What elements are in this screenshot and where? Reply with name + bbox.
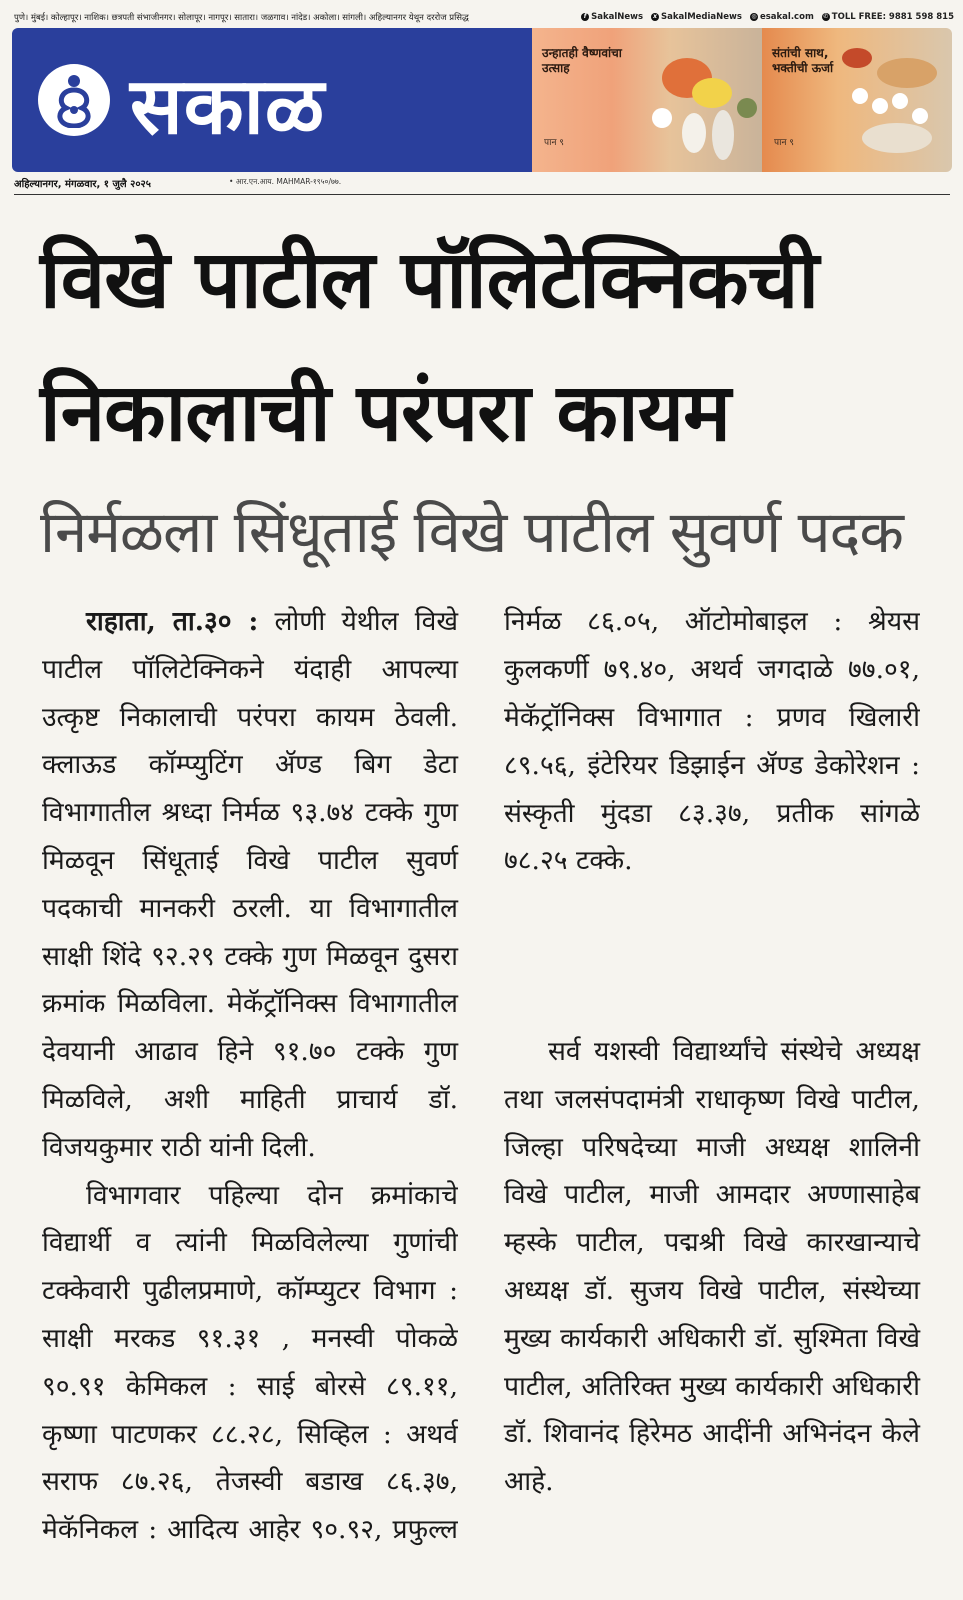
paragraph-2-continued-text: निर्मळ ८६.०५, ऑटोमोबाइल : श्रेयस कुलकर्णी ७९.४०, अथर्व जगदाळे ७७.०१, मेकॅट्रॉनिक्स विभागात : प्रणव खिलारी ८९.५६, इंटेरियर डिझाईन ॲण्ड डेकोरेशन : संस्कृती मुंदडा ८३.३७, प्रतीक सांगळे ७८.२५ टक्के. [504, 606, 920, 877]
promo-1-page: पान ९ [544, 138, 564, 148]
brand-panel [12, 28, 532, 172]
place-date: अहिल्यानगर, मंगळवार, १ जुलै २०२५ [14, 179, 151, 190]
headline-line-2: निकालाची परंपरा कायम [40, 366, 730, 459]
editions-text: पुणे। मुंबई। कोल्हापूर। नाशिक। छत्रपती संभाजीनगर। सोलापूर। नागपूर। सातारा। जळगाव। नांदेड। अकोला। सांगली। अहिल्यानगर येथून दररोज प्रसिद्ध [14, 12, 469, 23]
x-icon: x [651, 13, 659, 21]
paragraph-1-text: लोणी येथील विखे पाटील पॉलिटेक्निकने यंदाही आपल्या उत्कृष्ट निकालाची परंपरा कायम ठेवली. क्लाऊड कॉम्प्युटिंग ॲण्ड बिग डेटा विभागातील श्रध्दा निर्मळ ९३.७४ टक्के गुण मिळवून सिंधूताई विखे पाटील सुवर्ण पदकाची मानकरी ठरली. या विभागातील साक्षी शिंदे ९२.२९ टक्के गुण मिळवून दुसरा क्रमांक मिळविला. मेकॅट्रॉनिक्स विभागातील देवयानी आढाव हिने ९१.७० टक्के गुण मिळविले, अशी माहिती प्राचार्य डॉ. विजयकुमार राठी यांनी दिली. [42, 606, 458, 1163]
headline-line-1: विखे पाटील पॉलिटेक्निकची [40, 233, 819, 326]
promo-2-page: पान ९ [774, 138, 794, 148]
subheadline: निर्मळला सिंधूताई विखे पाटील सुवर्ण पदक [40, 498, 903, 566]
paragraph-3: सर्व यशस्वी विद्यार्थ्यांचे संस्थेचे अध्यक्ष तथा जलसंपदामंत्री राधाकृष्ण विखे पाटील, जिल्हा परिषदेच्या माजी अध्यक्ष शालिनी विखे पाटील, माजी आमदार अण्णासाहेब म्हस्के पाटील, पद्मश्री विखे कारखान्याचे अध्यक्ष डॉ. सुजय विखे पाटील, संस्थेच्या मुख्य कार्यकारी अधिकारी डॉ. सुश्मिता विखे पाटील, अतिरिक्त मुख्य कार्यकारी अधिकारी डॉ. शिवानंद हिरेमठ आदींनी अभिनंदन केले आहे. [504, 1036, 920, 1498]
phone-icon: ✆ [823, 13, 829, 20]
social-x[interactable]: x SakalMediaNews [651, 12, 742, 22]
article-column-2 [504, 598, 920, 1506]
promo-2-text: संतांची साथ, भक्तीची ऊर्जा [772, 46, 834, 75]
facebook-icon: f [581, 13, 589, 21]
masthead [12, 28, 952, 172]
paragraph-2-continued [504, 598, 920, 1028]
article-column-1 [42, 598, 458, 1554]
paragraph-1 [42, 598, 458, 1172]
social-facebook[interactable]: f SakalNews [581, 12, 643, 22]
tollfree: ✆ TOLL FREE: 9881 598 815 [823, 12, 954, 22]
edition-strip [14, 10, 954, 24]
dateline [14, 176, 950, 195]
promo-teaser-2[interactable] [762, 28, 952, 172]
registration-number: • आर.एन.आय. MAHMAR-१९५०/७७. [229, 177, 342, 186]
social-links [581, 12, 954, 22]
globe-icon: ◎ [751, 13, 757, 20]
promo-1-text: उन्हातही वैष्णवांचा उत्साह [542, 46, 622, 75]
brand-name: सकाळ [130, 62, 326, 152]
social-web[interactable]: ◎ esakal.com [751, 12, 814, 22]
procession-photo-1 [642, 28, 762, 172]
paragraph-2: विभागवार पहिल्या दोन क्रमांकाचे विद्यार्थी व त्यांनी मिळविलेल्या गुणांची टक्केवारी पुढीलप्रमाणे, कॉम्प्युटर विभाग : साक्षी मरकड ९१.३१ , मनस्वी पोकळे ९०.९१ केमिकल : साई बोरसे ८९.११, कृष्णा पाटणकर ८८.२८, सिव्हिल : अथर्व सराफ ८७.२६, तेजस्वी बडाख ८६.३७, मेकॅनिकल : आदित्य आहेर ९०.९२, प्रफुल्ल [42, 1179, 458, 1546]
sakal-logo-icon [38, 64, 110, 136]
procession-photo-2 [832, 28, 952, 172]
promo-teaser-1[interactable] [532, 28, 762, 172]
dateline-lead: राहाता, ता.३० : [86, 606, 259, 637]
